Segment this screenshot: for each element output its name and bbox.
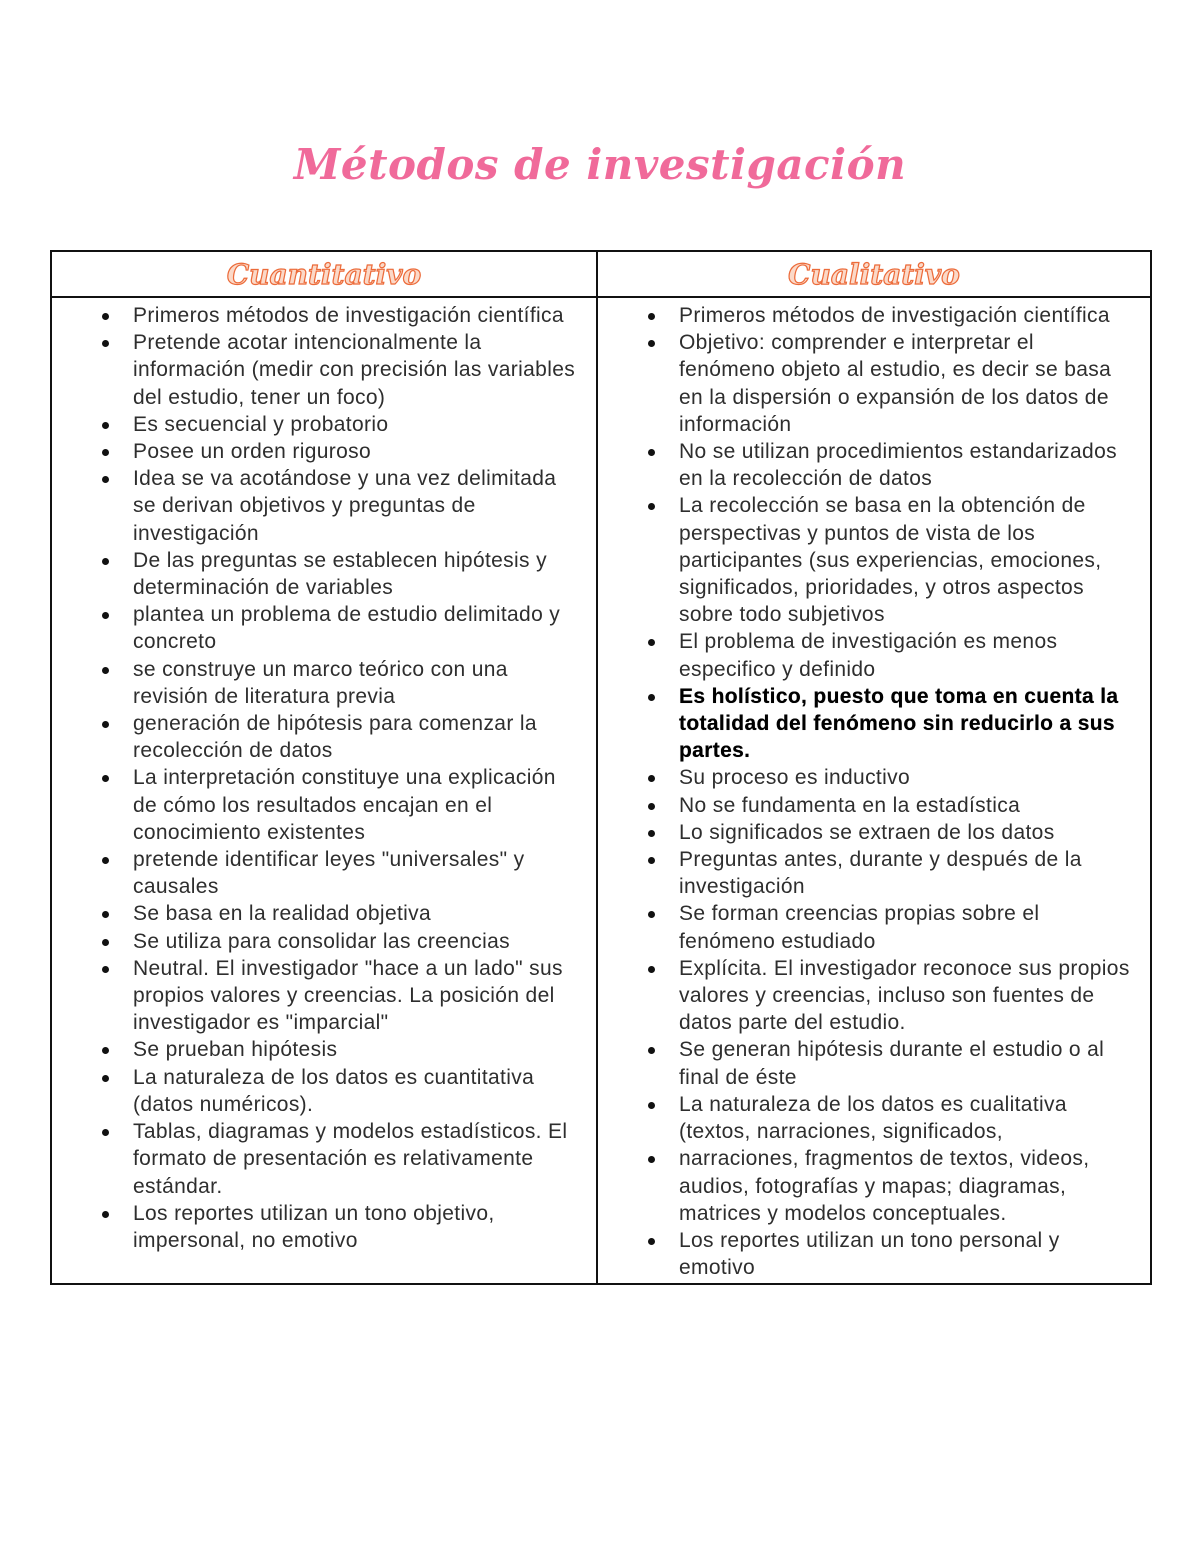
- list-item: El problema de investigación es menos especifico y definido: [598, 628, 1136, 682]
- list-item: Tablas, diagramas y modelos estadísticos. El formato de presentación es relativamente estándar.: [52, 1118, 582, 1200]
- cuantitativo-column: [51, 297, 597, 1284]
- list-item: No se utilizan procedimientos estandarizados en la recolección de datos: [598, 438, 1136, 492]
- list-item: Se generan hipótesis durante el estudio o al final de éste: [598, 1036, 1136, 1090]
- list-item: narraciones, fragmentos de textos, videos, audios, fotografías y mapas; diagramas, matrices y modelos conceptuales.: [598, 1145, 1136, 1227]
- list-item: Primeros métodos de investigación científica: [52, 302, 582, 329]
- list-item: Posee un orden riguroso: [52, 438, 582, 465]
- list-item-emphasized: Es holístico, puesto que toma en cuenta la totalidad del fenómeno sin reducirlo a sus partes.: [598, 683, 1136, 765]
- cualitativo-list: [598, 302, 1136, 1281]
- list-item: Primeros métodos de investigación científica: [598, 302, 1136, 329]
- header-cualitativo: Cualitativo: [597, 251, 1151, 297]
- table-body-row: [51, 297, 1151, 1284]
- header-cuantitativo: Cuantitativo: [51, 251, 597, 297]
- list-item: La naturaleza de los datos es cualitativa (textos, narraciones, significados,: [598, 1091, 1136, 1145]
- list-item: La naturaleza de los datos es cuantitativa (datos numéricos).: [52, 1064, 582, 1118]
- comparison-table: [50, 250, 1152, 1285]
- list-item: Se basa en la realidad objetiva: [52, 900, 582, 927]
- list-item: Lo significados se extraen de los datos: [598, 819, 1136, 846]
- list-item: pretende identificar leyes "universales" y causales: [52, 846, 582, 900]
- list-item: La interpretación constituye una explicación de cómo los resultados encajan en el conocimiento existentes: [52, 764, 582, 846]
- list-item: Neutral. El investigador "hace a un lado" sus propios valores y creencias. La posición del investigador es "imparcial": [52, 955, 582, 1037]
- list-item: De las preguntas se establecen hipótesis y determinación de variables: [52, 547, 582, 601]
- list-item: Su proceso es inductivo: [598, 764, 1136, 791]
- list-item: No se fundamenta en la estadística: [598, 792, 1136, 819]
- list-item: Se utiliza para consolidar las creencias: [52, 928, 582, 955]
- cuantitativo-list: [52, 302, 582, 1254]
- list-item: Los reportes utilizan un tono objetivo, impersonal, no emotivo: [52, 1200, 582, 1254]
- table-header-row: [51, 251, 1151, 297]
- list-item: Explícita. El investigador reconoce sus propios valores y creencias, incluso son fuentes de datos parte del estudio.: [598, 955, 1136, 1037]
- list-item: se construye un marco teórico con una revisión de literatura previa: [52, 656, 582, 710]
- list-item: La recolección se basa en la obtención de perspectivas y puntos de vista de los participantes (sus experiencias, emociones, significados, prioridades, y otros aspectos sobre todo subjetivos: [598, 492, 1136, 628]
- list-item: Se forman creencias propias sobre el fenómeno estudiado: [598, 900, 1136, 954]
- list-item: Los reportes utilizan un tono personal y emotivo: [598, 1227, 1136, 1281]
- list-item: Es secuencial y probatorio: [52, 411, 582, 438]
- cualitativo-column: [597, 297, 1151, 1284]
- page-title: Métodos de investigación: [293, 140, 907, 189]
- list-item: Idea se va acotándose y una vez delimitada se derivan objetivos y preguntas de investigación: [52, 465, 582, 547]
- list-item: Preguntas antes, durante y después de la investigación: [598, 846, 1136, 900]
- list-item: generación de hipótesis para comenzar la recolección de datos: [52, 710, 582, 764]
- list-item: plantea un problema de estudio delimitado y concreto: [52, 601, 582, 655]
- list-item: Se prueban hipótesis: [52, 1036, 582, 1063]
- list-item: Pretende acotar intencionalmente la información (medir con precisión las variables del estudio, tener un foco): [52, 329, 582, 411]
- list-item: Objetivo: comprender e interpretar el fenómeno objeto al estudio, es decir se basa en la dispersión o expansión de los datos de información: [598, 329, 1136, 438]
